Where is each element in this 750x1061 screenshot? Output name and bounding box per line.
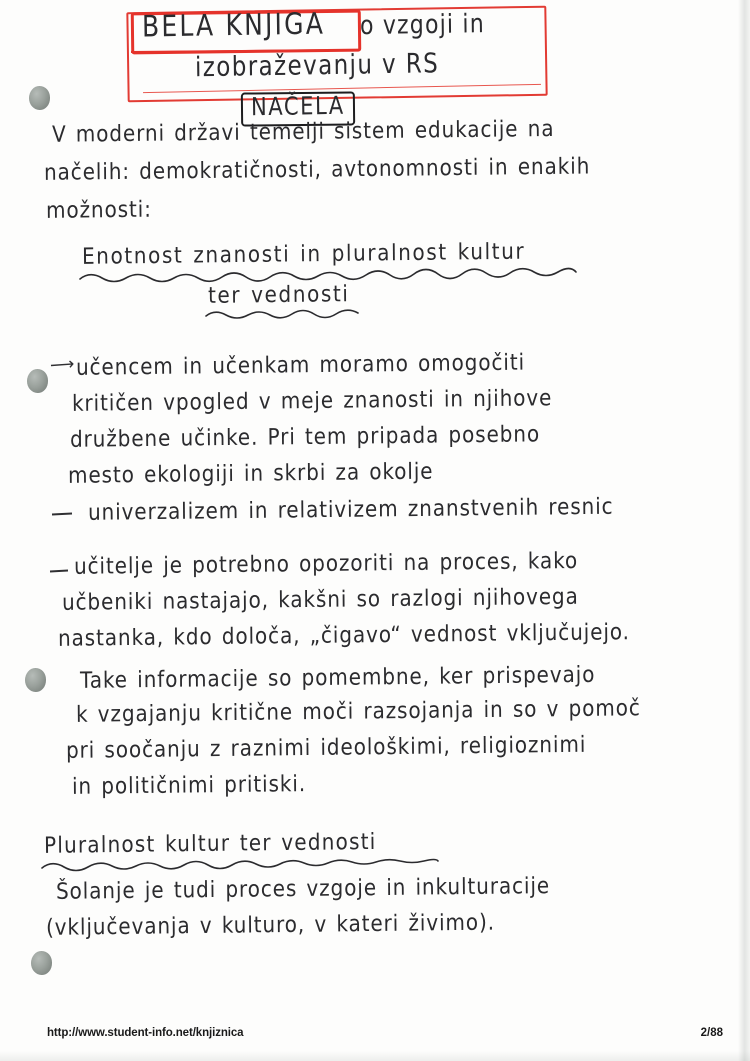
bullet-2-line-1: univerzalizem in relativizem znanstvenih resnic [87, 492, 614, 526]
closing-line-1: Šolanje je tudi proces vzgoje in inkulturacije [55, 871, 551, 905]
title-line2: izobraževanju v RS [194, 48, 440, 84]
bullet-marker-dash-3 [50, 570, 68, 573]
bullet-1-line-2: kritičen vpogled v meje znanosti in njihove [71, 383, 553, 417]
title-boxed-text: BELA KNJIGA [141, 6, 326, 44]
bullet-3-line-3: nastanka, kdo določa, „čigavo“ vednost vključujejo. [57, 617, 631, 652]
closing-line-2: (vključevanja v kulturo, v kateri živimo). [45, 908, 496, 941]
bullet-marker-dash-2 [52, 512, 72, 515]
heading-1-wavy-underline-2 [204, 307, 364, 321]
heading-1-line-2: ter vednosti [207, 279, 350, 309]
bullet-1-line-1: učencem in učenkam moramo omogočiti [75, 348, 526, 381]
heading-2-line-1: Pluralnost kultur ter vednosti [43, 827, 377, 859]
footer-url[interactable]: http://www.student-info.net/knjiznica [47, 1027, 244, 1039]
bullet-4-line-2: k vzgajanju kritične moči razsojanja in so v pomoč [75, 693, 641, 728]
footer-page-number: 2/88 [700, 1027, 723, 1039]
intro-line-3: možnosti: [45, 195, 152, 224]
title-rest-line1: o vzgoji in [359, 9, 486, 42]
heading-2-wavy-underline [40, 857, 440, 873]
intro-line-2: načelih: demokratičnosti, avtonomnosti in enakih [43, 152, 591, 186]
heading-1-line-1: Enotnost znanosti in pluralnost kultur [81, 237, 526, 270]
section-heading-nacela: NAČELA [250, 91, 345, 122]
bullet-1-line-4: mesto ekologiji in skrbi za okolje [67, 457, 434, 489]
title-block [0, 0, 750, 122]
bullet-4-line-4: in političnimi pritiski. [71, 769, 307, 800]
bullet-4-line-1: Take informacije so pomembne, ker prispevajo [79, 660, 596, 694]
hole-punch-4 [31, 951, 52, 975]
bullet-3-line-2: učbeniki nastajajo, kakšni so razlogi njihovega [61, 582, 579, 616]
bullet-marker-arrow: ⟶ [49, 354, 76, 376]
bullet-4-line-3: pri soočanju z raznimi ideološkimi, religioznimi [65, 730, 587, 764]
bullet-3-line-1: učitelje je potrebno opozoriti na proces, kako [73, 546, 579, 580]
hole-punch-2 [27, 369, 48, 393]
bullet-1-line-3: družbene učinke. Pri tem pripada posebno [69, 420, 541, 453]
intro-line-1: V moderni državi temelji sistem edukacije na [51, 114, 555, 148]
page-footer [0, 1017, 750, 1061]
hole-punch-3 [25, 668, 46, 692]
